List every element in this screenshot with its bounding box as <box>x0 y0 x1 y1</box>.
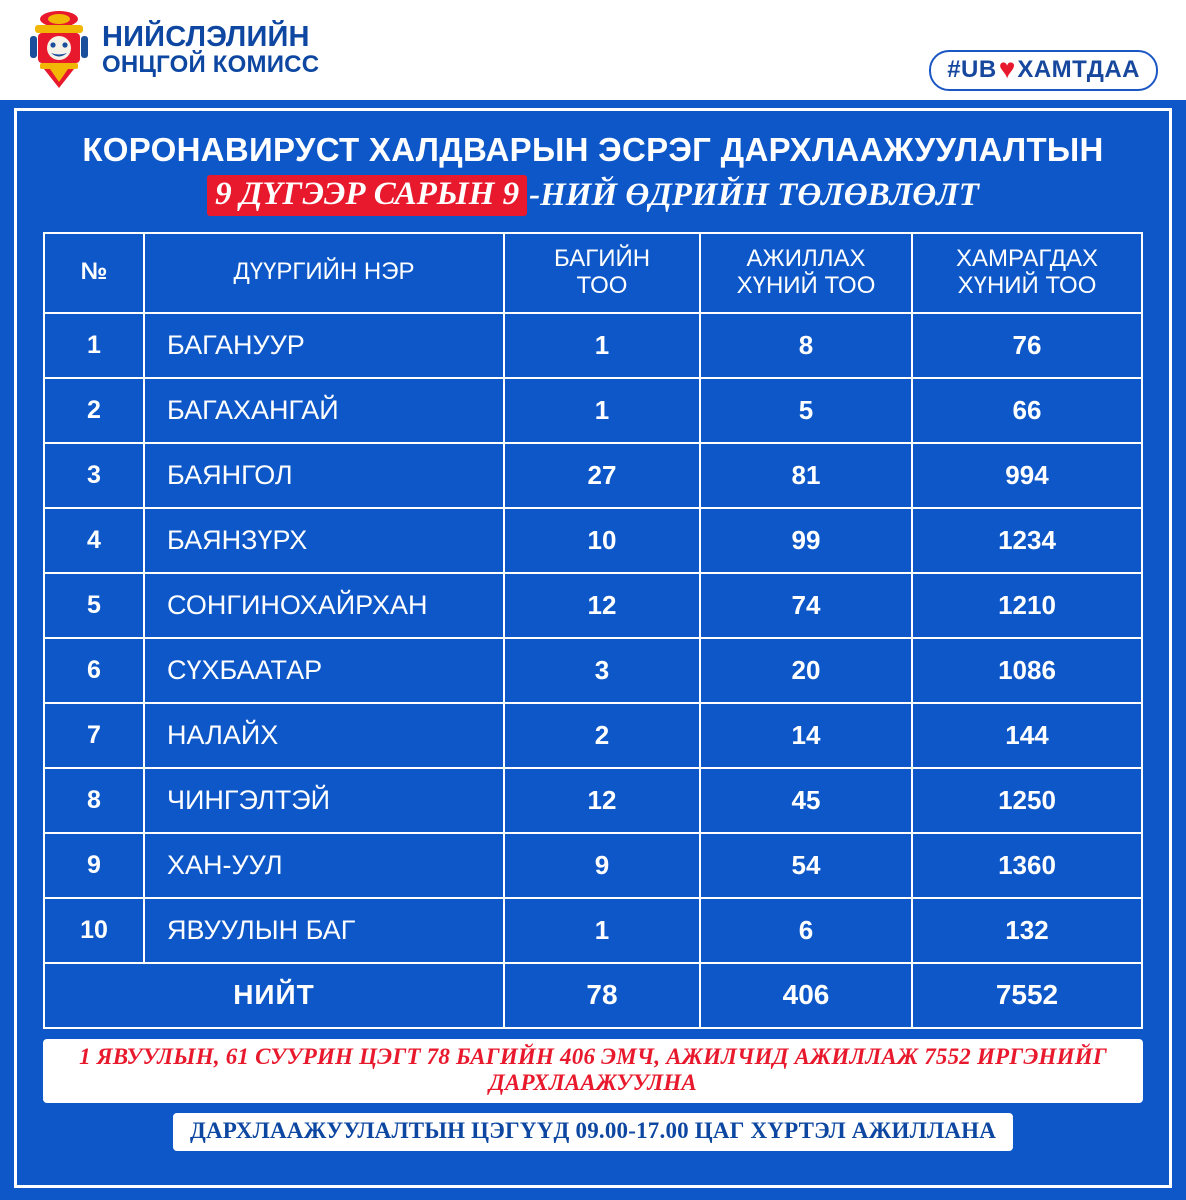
cell-staff: 45 <box>700 768 912 833</box>
ulaanbaatar-city-emblem-icon <box>26 8 92 92</box>
cell-staff: 5 <box>700 378 912 443</box>
cell-teams: 1 <box>504 313 700 378</box>
hashtag-suffix: ХАМТДАА <box>1017 56 1140 83</box>
cell-total-teams: 78 <box>504 963 700 1028</box>
cell-staff: 14 <box>700 703 912 768</box>
cell-people: 994 <box>912 443 1142 508</box>
cell-no: 7 <box>44 703 144 768</box>
hashtag-prefix: #UB <box>947 56 997 83</box>
cell-district: СҮХБААТАР <box>144 638 504 703</box>
cell-district: ЯВУУЛЫН БАГ <box>144 898 504 963</box>
column-header-staff <box>700 233 912 313</box>
table-row <box>44 703 1142 768</box>
cell-people: 66 <box>912 378 1142 443</box>
poster-date-highlight: 9 ДҮГЭЭР САРЫН 9 <box>207 175 527 216</box>
column-header-people <box>912 233 1142 313</box>
cell-total-people: 7552 <box>912 963 1142 1028</box>
column-header-staff-line2: ХҮНИЙ ТОО <box>736 271 876 299</box>
cell-teams: 1 <box>504 378 700 443</box>
table-row <box>44 638 1142 703</box>
table-row <box>44 898 1142 963</box>
cell-teams: 1 <box>504 898 700 963</box>
poster-title-line-2-rest: -НИЙ ӨДРИЙН ТӨЛӨВЛӨЛТ <box>529 177 979 213</box>
cell-staff: 6 <box>700 898 912 963</box>
table-row <box>44 768 1142 833</box>
cell-district: БАГАХАНГАЙ <box>144 378 504 443</box>
cell-district: ЧИНГЭЛТЭЙ <box>144 768 504 833</box>
header-bar <box>0 0 1186 100</box>
table-header-row <box>44 233 1142 313</box>
cell-district: БАГАНУУР <box>144 313 504 378</box>
cell-no: 1 <box>44 313 144 378</box>
table-header <box>44 233 1142 313</box>
cell-teams: 9 <box>504 833 700 898</box>
footer-note-summary <box>43 1039 1143 1103</box>
cell-staff: 20 <box>700 638 912 703</box>
cell-people: 1086 <box>912 638 1142 703</box>
cell-teams: 12 <box>504 768 700 833</box>
cell-no: 10 <box>44 898 144 963</box>
cell-district: ХАН-УУЛ <box>144 833 504 898</box>
column-header-teams-line2: ТОО <box>576 271 628 299</box>
cell-district: СОНГИНОХАЙРХАН <box>144 573 504 638</box>
cell-staff: 81 <box>700 443 912 508</box>
table-total-row <box>44 963 1142 1028</box>
poster-title-line-1: КОРОНАВИРУСТ ХАЛДВАРЫН ЭСРЭГ ДАРХЛААЖУУЛАЛТЫН <box>82 131 1104 168</box>
heart-icon: ♥ <box>998 53 1016 84</box>
cell-no: 9 <box>44 833 144 898</box>
hashtag-badge <box>929 50 1158 91</box>
footer-note-hours-text: ДАРХЛААЖУУЛАЛТЫН ЦЭГҮҮД 09.00-17.00 ЦАГ ХҮРТЭЛ АЖИЛЛАНА <box>189 1117 997 1143</box>
cell-people: 132 <box>912 898 1142 963</box>
table-row <box>44 573 1142 638</box>
org-line-2: ОНЦГОЙ КОМИСС <box>102 50 320 78</box>
cell-no: 4 <box>44 508 144 573</box>
table-body <box>44 313 1142 1028</box>
cell-district: БАЯНГОЛ <box>144 443 504 508</box>
cell-people: 144 <box>912 703 1142 768</box>
cell-no: 3 <box>44 443 144 508</box>
cell-no: 6 <box>44 638 144 703</box>
cell-no: 8 <box>44 768 144 833</box>
column-header-teams <box>504 233 700 313</box>
vaccination-plan-table <box>43 232 1143 1029</box>
cell-district: НАЛАЙХ <box>144 703 504 768</box>
cell-no: 5 <box>44 573 144 638</box>
cell-teams: 2 <box>504 703 700 768</box>
table-row <box>44 443 1142 508</box>
footer-note-summary-text: 1 ЯВУУЛЫН, 61 СУУРИН ЦЭГТ 78 БАГИЙН 406 ЭМЧ, АЖИЛЧИД АЖИЛЛАЖ 7552 ИРГЭНИЙГ ДАРХЛААЖУУЛНА <box>79 1043 1107 1095</box>
org-line-1: НИЙСЛЭЛИЙН <box>102 20 310 53</box>
column-header-district: ДҮҮРГИЙН НЭР <box>144 233 504 313</box>
footer-note-hours <box>173 1113 1013 1151</box>
cell-people: 1360 <box>912 833 1142 898</box>
cell-no: 2 <box>44 378 144 443</box>
table-row <box>44 833 1142 898</box>
cell-staff: 54 <box>700 833 912 898</box>
cell-district: БАЯНЗҮРХ <box>144 508 504 573</box>
cell-people: 76 <box>912 313 1142 378</box>
column-header-people-line2: ХҮНИЙ ТОО <box>957 271 1097 299</box>
column-header-staff-line1: АЖИЛЛАХ <box>746 245 866 272</box>
organization-name <box>102 20 320 78</box>
table-row <box>44 313 1142 378</box>
column-header-teams-line1: БАГИЙН <box>553 245 651 272</box>
poster-title-line-2 <box>37 175 1149 216</box>
column-header-no: № <box>44 233 144 313</box>
cell-teams: 27 <box>504 443 700 508</box>
table-row <box>44 378 1142 443</box>
cell-staff: 99 <box>700 508 912 573</box>
column-header-people-line1: ХАМРАГДАХ <box>955 245 1099 272</box>
cell-teams: 3 <box>504 638 700 703</box>
cell-total-label: НИЙТ <box>44 963 504 1028</box>
cell-staff: 8 <box>700 313 912 378</box>
table-row <box>44 508 1142 573</box>
cell-people: 1250 <box>912 768 1142 833</box>
cell-people: 1234 <box>912 508 1142 573</box>
cell-people: 1210 <box>912 573 1142 638</box>
cell-teams: 10 <box>504 508 700 573</box>
cell-staff: 74 <box>700 573 912 638</box>
cell-teams: 12 <box>504 573 700 638</box>
cell-total-staff: 406 <box>700 963 912 1028</box>
poster-frame <box>14 108 1172 1188</box>
